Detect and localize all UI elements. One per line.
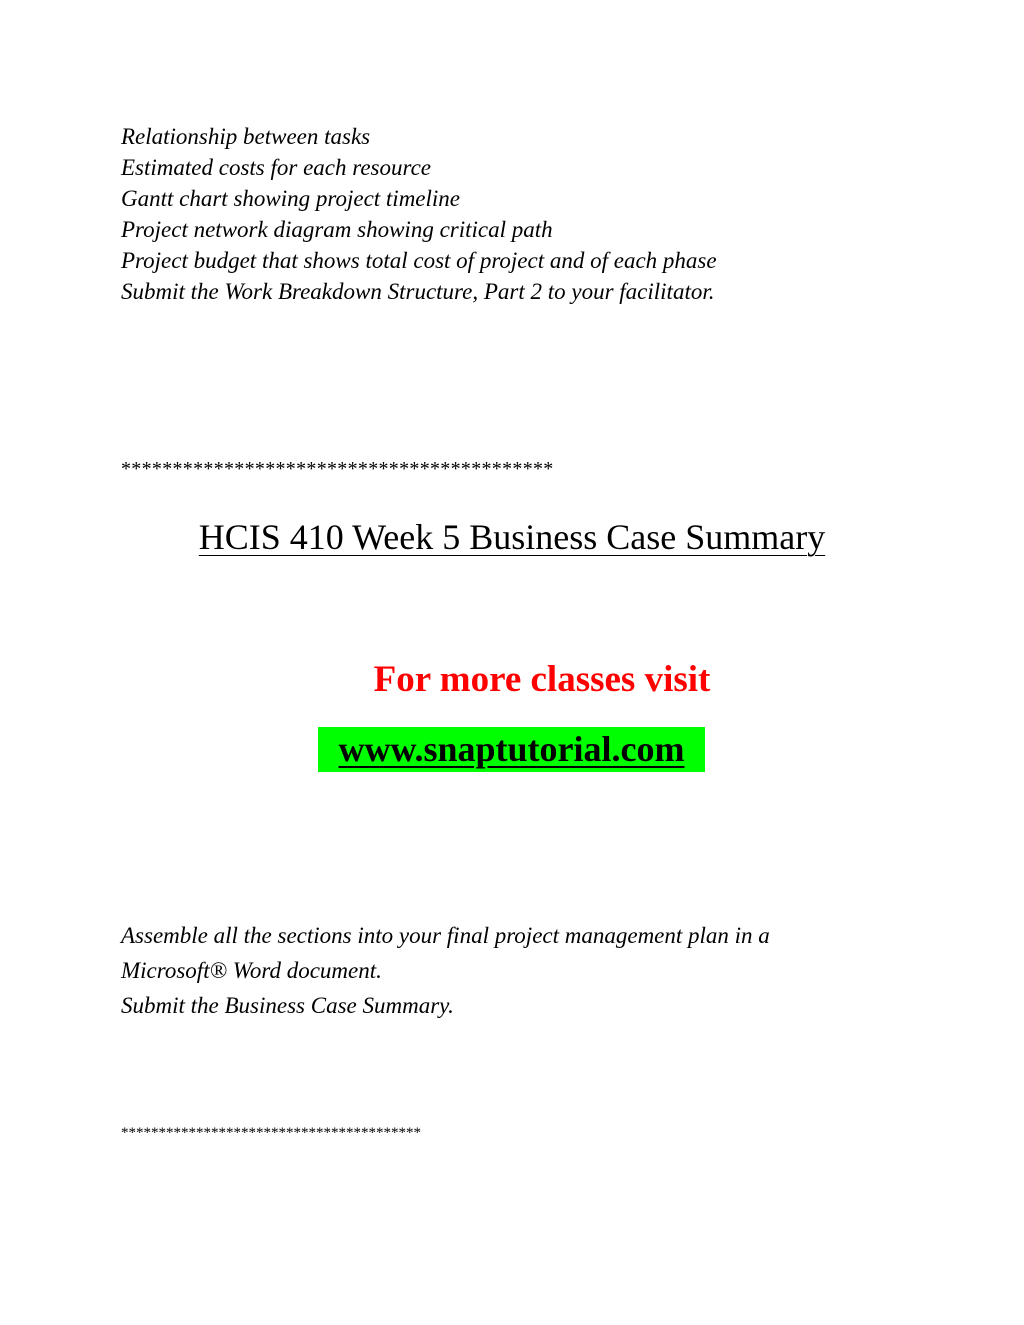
instructions-line: Microsoft® Word document.	[121, 958, 382, 983]
task-item: Submit the Work Breakdown Structure, Part 2 to your facilitator.	[121, 279, 715, 304]
task-item: Project budget that shows total cost of project and of each phase	[121, 248, 717, 273]
task-item: Estimated costs for each resource	[121, 155, 432, 180]
task-item: Gantt chart showing project timeline	[121, 186, 461, 211]
task-list	[121, 121, 717, 307]
task-item: Relationship between tasks	[121, 124, 371, 149]
instructions-paragraph	[121, 918, 770, 1023]
heading-text: HCIS 410 Week 5 Business Case Summary	[198, 517, 826, 557]
task-item: Project network diagram showing critical path	[121, 217, 553, 242]
separator-top: ******************************************	[121, 458, 554, 480]
instructions-line: Assemble all the sections into your final project management plan in a	[121, 923, 770, 948]
promo-text: For more classes visit	[373, 659, 711, 700]
instructions-line: Submit the Business Case Summary.	[121, 993, 454, 1018]
promo-link-highlight	[318, 727, 705, 772]
page-heading	[0, 514, 1024, 560]
separator-bottom: ****************************************	[121, 1125, 421, 1141]
promo-link[interactable]: www.snaptutorial.com	[338, 729, 685, 769]
